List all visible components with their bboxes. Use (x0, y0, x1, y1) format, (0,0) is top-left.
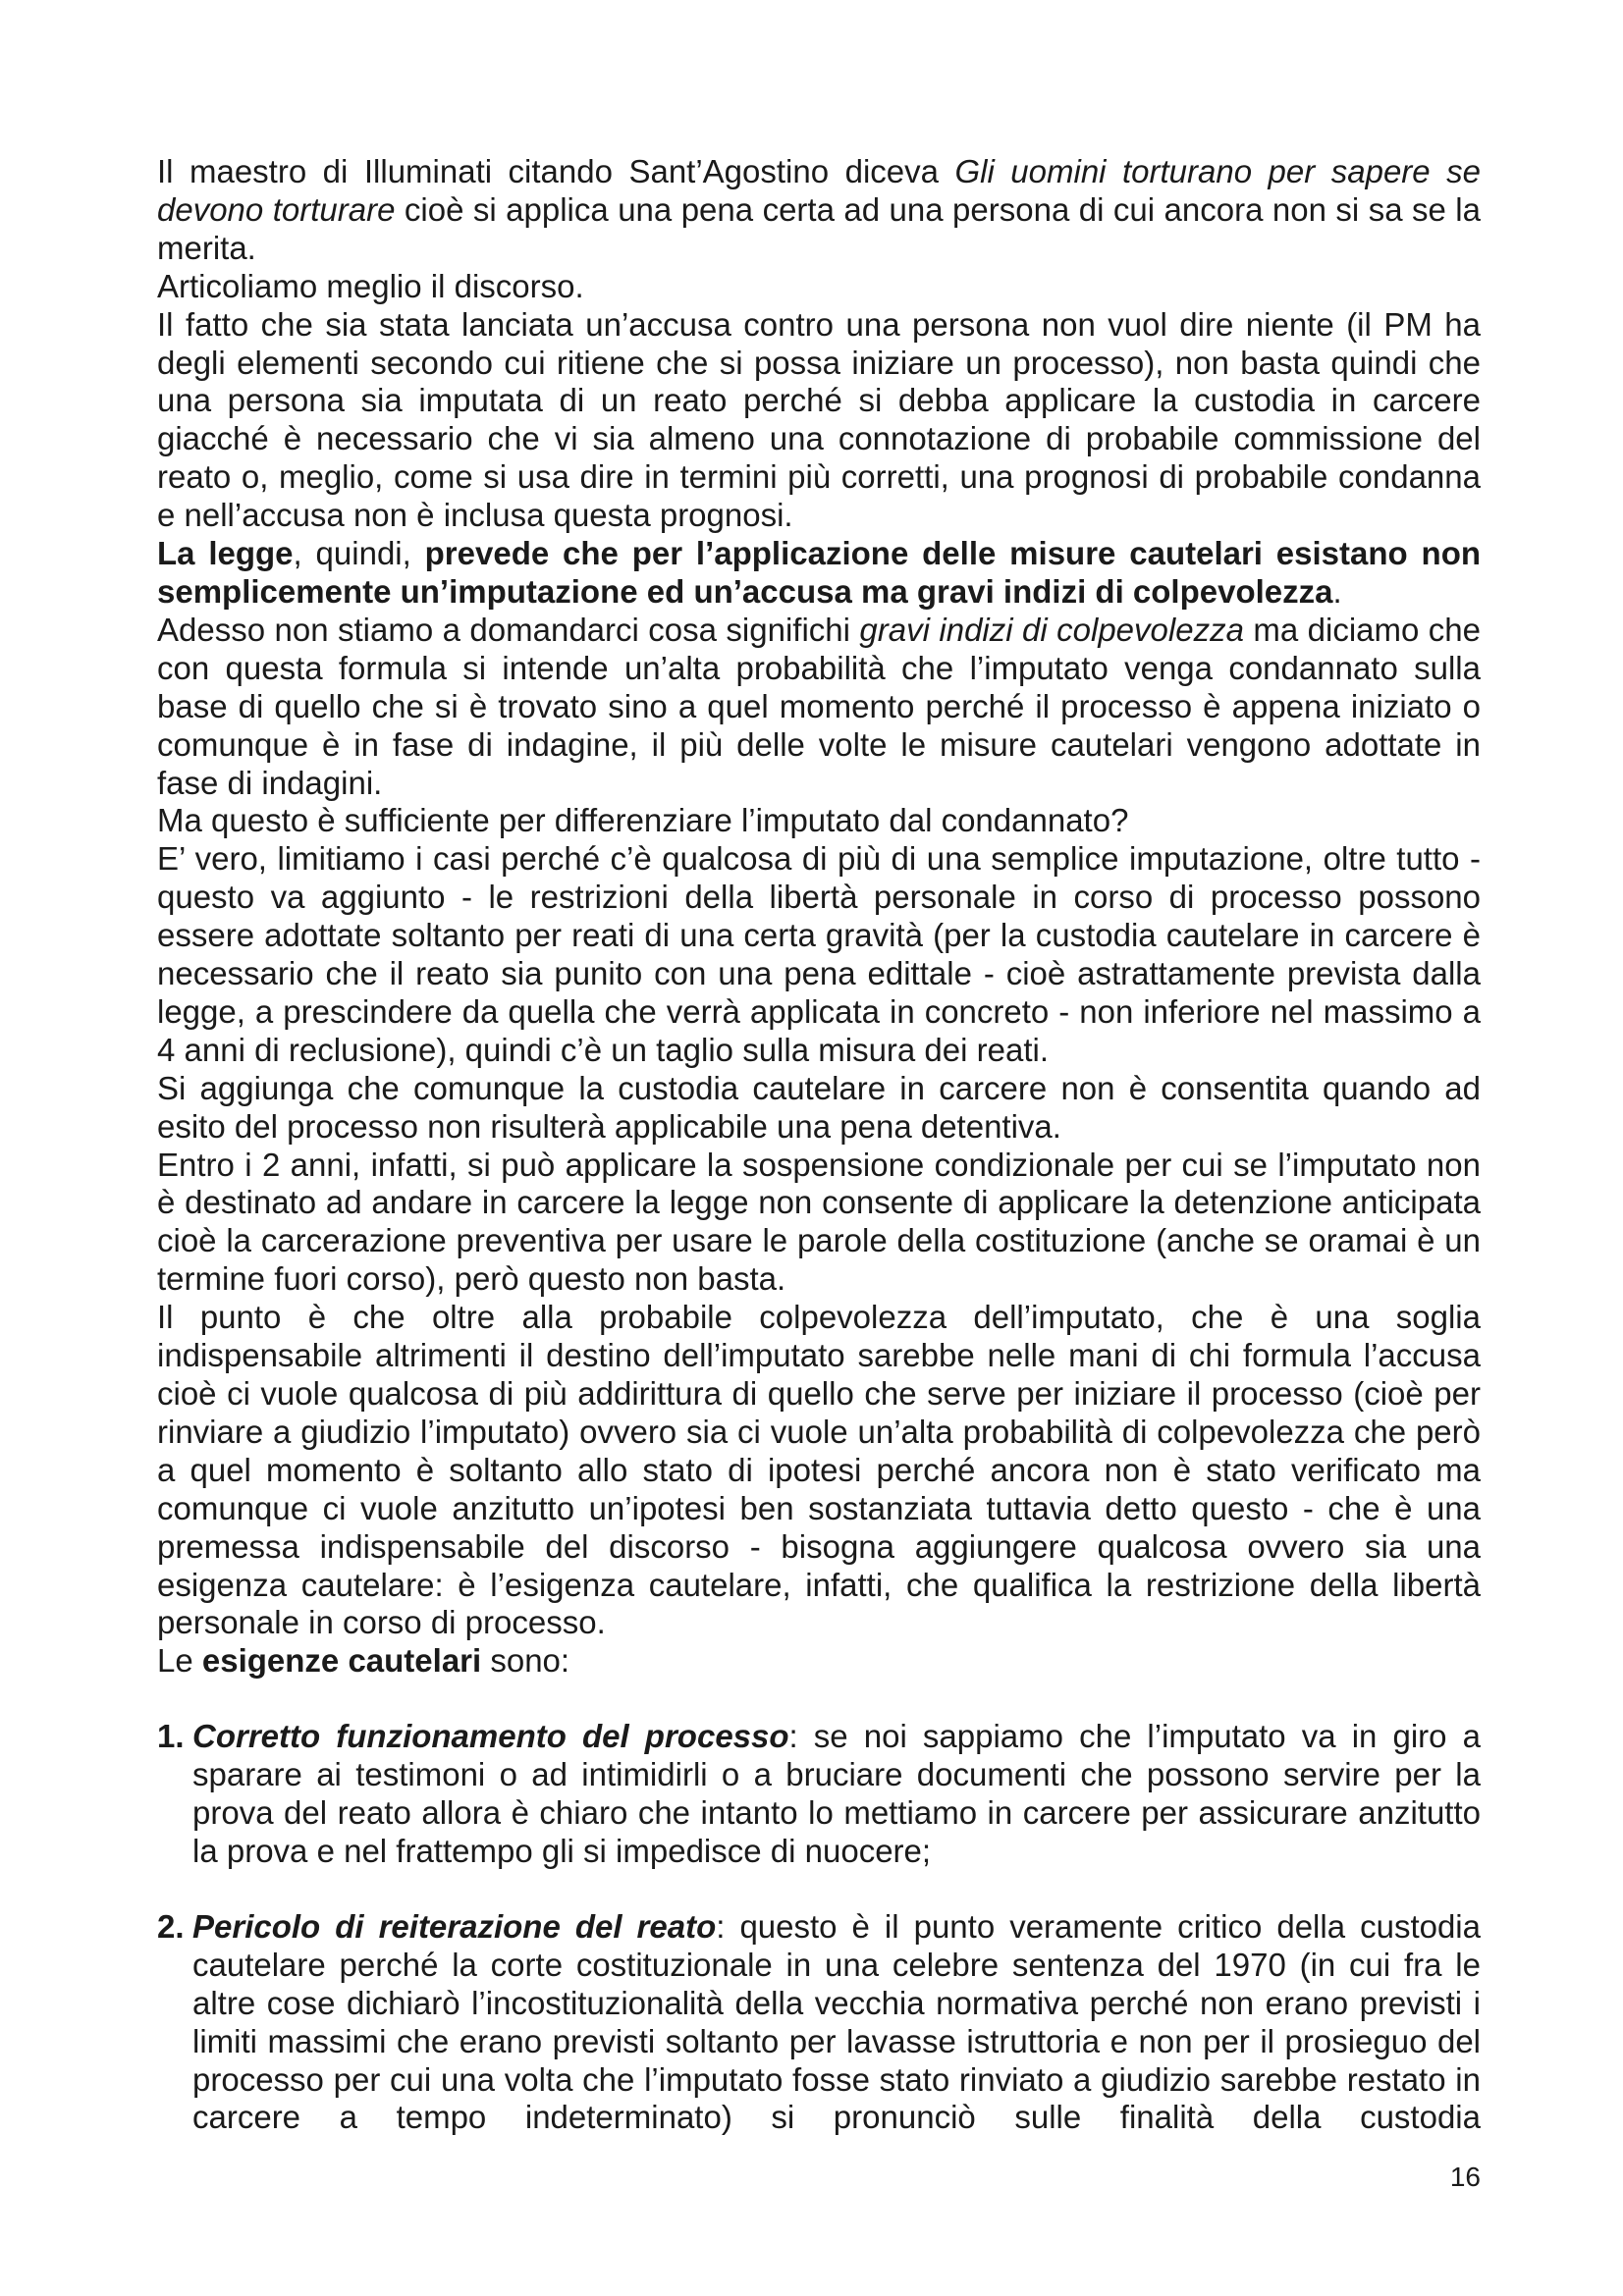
paragraph-2: Articoliamo meglio il discorso. (157, 267, 584, 304)
list-item-text (192, 1908, 1481, 2137)
spacer (157, 1681, 1481, 1718)
list-item-title: Pericolo di reiterazione del reato (192, 1907, 717, 1945)
bold-run: prevede che per l’applicazione delle misure cautelari esistano non semplicemente un’imputazione ed un’accusa ma gravi indizi di colpevolezza (157, 535, 1482, 610)
paragraph-5 (157, 612, 1481, 803)
spacer (157, 1871, 1481, 1908)
list-item (157, 1718, 1481, 1871)
paragraph-9: Entro i 2 anni, infatti, si può applicare la sospensione condizionale per cui se l’imputato non è destinato ad andare in carcere la legge non consente di applicare la detenzione anticipata cioè la carcerazione preventiva per usare le parole della costituzione (anche se oramai è un termine fuori corso), però questo non basta. (157, 1146, 1481, 1298)
paragraph-1 (157, 153, 1481, 268)
italic-quote: Gli uomini torturano per sapere se devono torturare (157, 153, 1481, 228)
paragraph-4 (157, 535, 1481, 612)
page-number: 16 (1449, 2162, 1481, 2192)
list-number: 1. (157, 1718, 185, 1755)
paragraph-7: E’ vero, limitiamo i casi perché c’è qualcosa di più di una semplice imputazione, oltre tutto - questo va aggiunto - le restrizioni della libertà personale in corso di processo possono essere adottate soltanto per reati di una certa gravità (per la custodia cautelare in carcere è necessario che il reato sia punito con una pena edittale - cioè astrattamente prevista dalla legge, a prescindere da quella che verrà applicata in concreto - non inferiore nel massimo a 4 anni di reclusione), quindi c’è un taglio sulla misura dei reati. (157, 840, 1481, 1068)
list-item-text (192, 1718, 1481, 1871)
list-item-title: Corretto funzionamento del processo (192, 1718, 789, 1755)
text-run: , quindi, (293, 535, 425, 572)
text-run: : se noi sappiamo che l’imputato va in giro a sparare ai testimoni o ad intimidirli o a bruciare documenti che possono servire per la prova del reato allora è chiaro che intanto lo mettiamo in carcere per assicurare anzitutto la prova e nel frattempo gli si impedisce di nuocere; (192, 1718, 1481, 1869)
paragraph-6: Ma questo è sufficiente per differenziare l’imputato dal condannato? (157, 802, 1129, 839)
paragraph-8: Si aggiunga che comunque la custodia cautelare in carcere non è consentita quando ad esito del processo non risulterà applicabile una pena detentiva. (157, 1069, 1481, 1145)
text-run: sono: (481, 1642, 570, 1680)
text-run: : questo è il punto veramente critico della custodia cautelare perché la corte costituzionale in una celebre sentenza del 1970 (in cui fra le altre cose dichiarò l’incostituzionalità della vecchia normativa perché non erano previsti i limiti massimi che erano previsti soltanto per lavasse istruttoria e non per il prosieguo del processo per cui una volta che l’imputato fosse stato rinviato a giudizio sarebbe restato in carcere a tempo indeterminato) si pronunciò sulle finalità della custodia (192, 1907, 1481, 2136)
text-run: Adesso non stiamo a domandarci cosa significhi (157, 611, 860, 648)
paragraph-10: Il punto è che oltre alla probabile colpevolezza dell’imputato, che è una soglia indispensabile altrimenti il destino dell’imputato sarebbe nelle mani di chi formula l’accusa cioè ci vuole qualcosa di più addirittura di quello che serve per iniziare il processo (cioè per rinviare a giudizio l’imputato) ovvero sia ci vuole un’alta probabilità di colpevolezza che però a quel momento è soltanto allo stato di ipotesi perché ancora non è stato verificato ma comunque ci vuole anzitutto un’ipotesi ben sostanziata tuttavia detto questo - che è una premessa indispensabile del discorso - bisogna aggiungere qualcosa ovvero sia una esigenza cautelare: è l’esigenza cautelare, infatti, che qualifica la restrizione della libertà personale in corso di processo. (157, 1299, 1481, 1641)
text-run: Le (157, 1642, 202, 1680)
text-run: cioè si applica una pena certa ad una persona di cui ancora non si sa se la merita. (157, 190, 1481, 266)
text-run: ma diciamo che con questa formula si intende un’alta probabilità che l’imputato venga condannato sulla base di quello che si è trovato sino a quel momento perché il processo è appena iniziato o comunque è in fase di indagine, il più delle volte le misure cautelari vengono adottate in fase di indagini. (157, 611, 1482, 801)
text-run: Il maestro di Illuminati citando Sant’Agostino diceva (157, 153, 955, 189)
bold-run: La legge (157, 535, 294, 572)
page-body (157, 153, 1481, 2137)
paragraph-11 (157, 1642, 1481, 1681)
list-number: 2. (157, 1907, 185, 1945)
paragraph-3: Il fatto che sia stata lanciata un’accusa contro una persona non vuol dire niente (il PM ha degli elementi secondo cui ritiene che si possa iniziare un processo), non basta quindi che una persona sia imputata di un reato perché si debba applicare la custodia in carcere giacché è necessario che vi sia almeno una connotazione di probabile commissione del reato o, meglio, come si usa dire in termini più corretti, una prognosi di probabile condanna e nell’accusa non è inclusa questa prognosi. (157, 305, 1481, 534)
bold-run: esigenze cautelari (201, 1642, 482, 1680)
list-item (157, 1908, 1481, 2137)
text-run: . (1332, 572, 1342, 610)
italic-run: gravi indizi di colpevolezza (859, 611, 1244, 648)
